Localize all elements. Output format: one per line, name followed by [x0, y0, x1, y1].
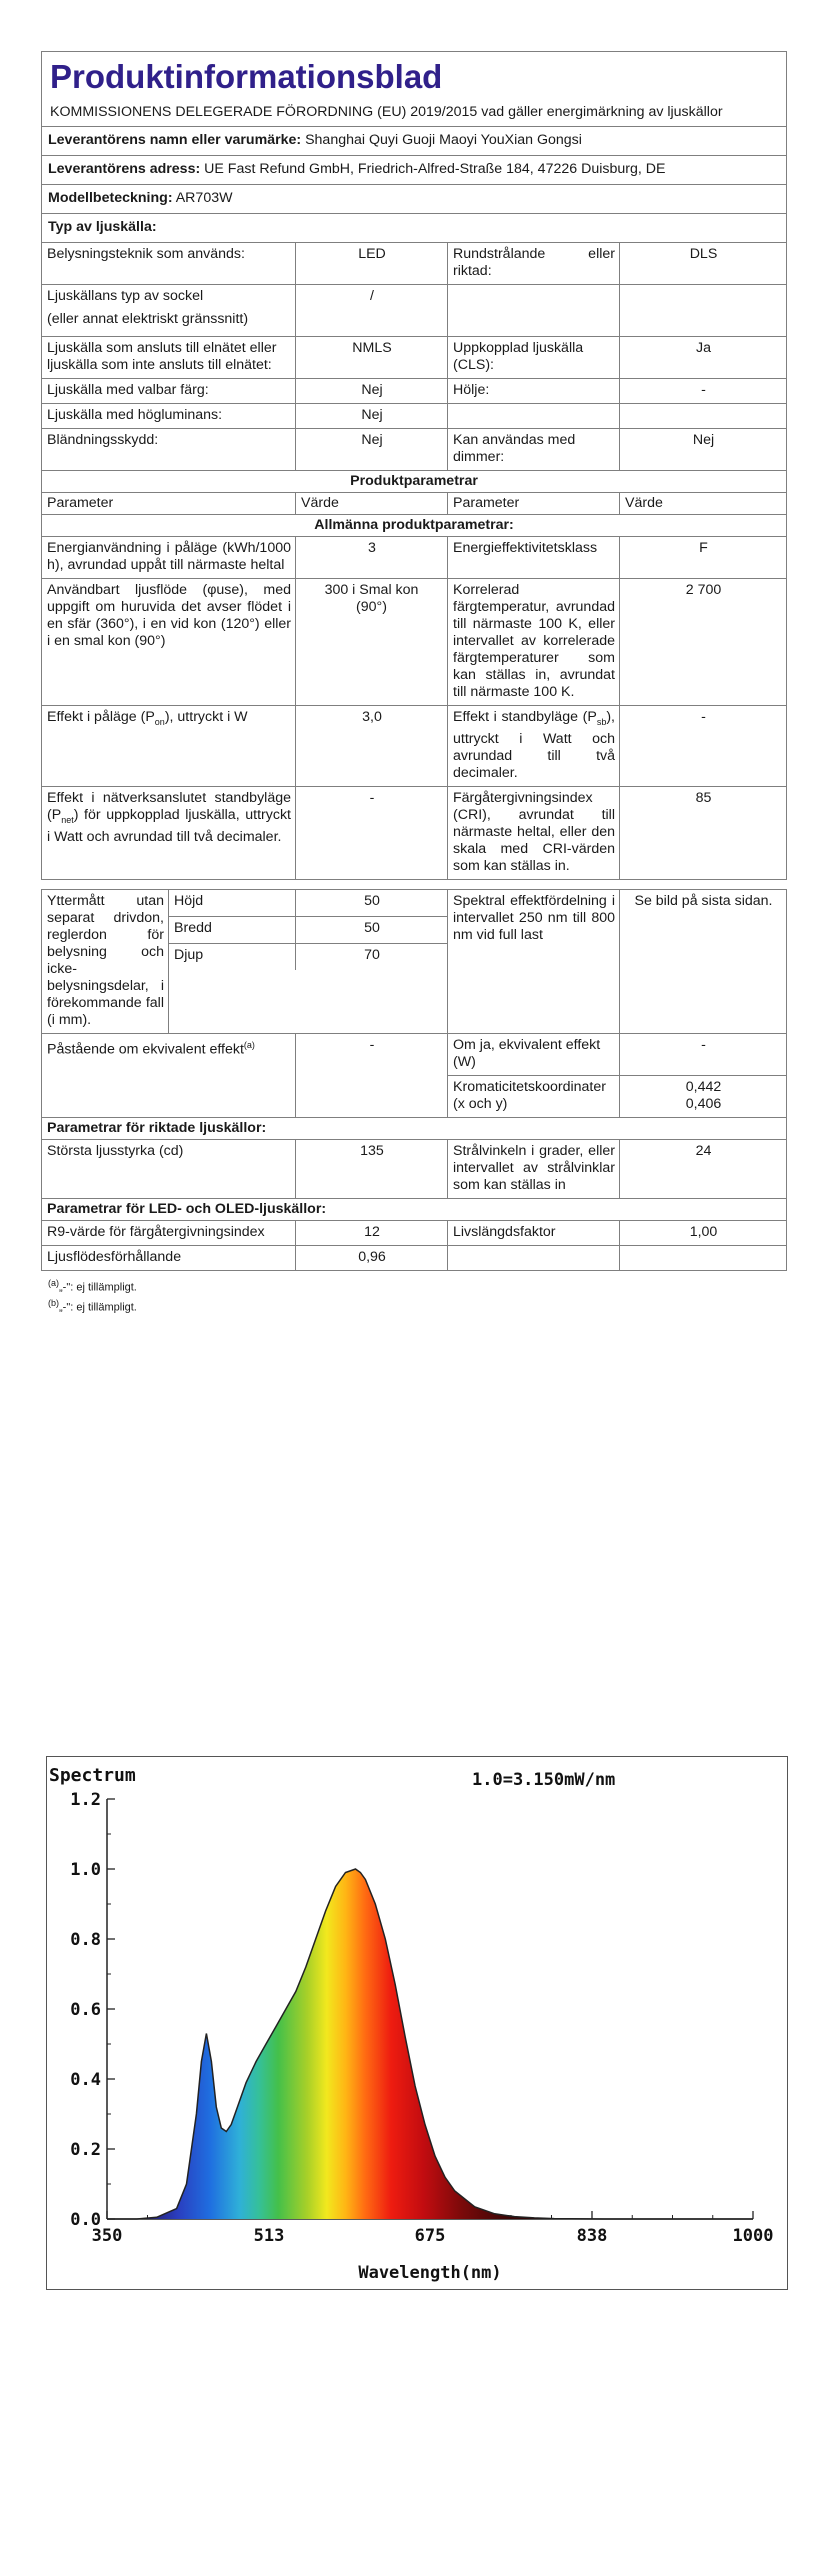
directional-row [42, 1139, 787, 1198]
dimmable-label: Kan användas med dimmer: [448, 429, 620, 471]
cct-value: 2 700 [620, 579, 787, 706]
envelope-value: - [620, 379, 787, 404]
height-label: Höjd [169, 890, 296, 917]
y-tick-label: 0.8 [70, 1930, 101, 1950]
product-params-heading: Produktparametrar [42, 471, 787, 493]
model-row [42, 185, 787, 214]
spectrum-chart-svg [47, 1757, 787, 2289]
supplier-address-row [42, 156, 787, 185]
network-standby-row [42, 786, 787, 879]
envelope-label: Hölje: [448, 379, 620, 404]
energy-row [42, 537, 787, 579]
equivalent-power-value: - [620, 1033, 787, 1075]
standby-power-label: Effekt i standbyläge $(P_{sb})$, uttryckt i Watt och avrundad till två decimaler. [448, 706, 620, 787]
column-header-parameter: Parameter [448, 493, 620, 515]
y-tick-label: 0.2 [70, 2140, 101, 2160]
supplier-address-label: Leverantörens adress: [48, 161, 201, 177]
cls-label: Uppkopplad ljuskälla (CLS): [448, 337, 620, 379]
energy-class-value: F [620, 537, 787, 579]
dimensions-inner-table [169, 890, 447, 970]
high-luminance-value: Nej [296, 404, 448, 429]
r9-value: 12 [296, 1220, 448, 1245]
cap-label-note: (eller annat elektriskt gränssnitt) [47, 311, 249, 327]
column-header-value: Värde [620, 493, 787, 515]
y-tick-label: 1.0 [70, 1860, 101, 1880]
supplier-name-row [42, 127, 787, 156]
directional-label: Rundstrålande eller riktad: [448, 243, 620, 285]
y-tick-label: 0.4 [70, 2070, 101, 2090]
depth-label: Djup [169, 943, 296, 970]
network-standby-label: Effekt i nätverksanslutet standbyläge $(P_{net})$ för uppkopplad ljuskälla, uttryckt i Watt och avrundad till två decimaler. [42, 786, 296, 879]
dimensions-inner-cell [169, 889, 448, 1033]
footnote-b: $^{(b)}$„-": ej tillämpligt. [48, 1298, 137, 1315]
standby-power-value: - [620, 706, 787, 787]
empty-cell [448, 285, 620, 337]
chromaticity-values [620, 1075, 787, 1117]
spectral-distribution-value: Se bild på sista sidan. [620, 889, 787, 1033]
type-row-glare [42, 429, 787, 471]
equivalent-power-claim-value: - [296, 1033, 448, 1117]
y-tick-label: 1.2 [70, 1790, 101, 1810]
cri-value: 85 [620, 786, 787, 879]
supplier-name-label: Leverantörens namn eller varumärke: [48, 132, 302, 148]
lumen-maintenance-value: 0,96 [296, 1245, 448, 1270]
general-params-heading: Allmänna produktparametrar: [42, 515, 787, 537]
spectrum-chart [46, 1756, 788, 2290]
type-row-cap [42, 285, 787, 337]
peak-intensity-label: Största ljusstyrka (cd) [42, 1139, 296, 1198]
cap-value: / [296, 285, 448, 337]
empty-cell [620, 404, 787, 429]
x-tick-label: 350 [91, 2226, 123, 2246]
cri-label: Färgåtergivningsindex (CRI), avrundat till närmaste heltal, eller den skala med CRI-värden som kan ställas in. [448, 786, 620, 879]
width-label: Bredd [169, 916, 296, 943]
mains-label: Ljuskälla som ansluts till elnätet eller ljuskälla som inte ansluts till elnätet: [42, 337, 296, 379]
empty-cell [620, 285, 787, 337]
cap-label-cell [42, 285, 296, 337]
network-standby-value: - [296, 786, 448, 879]
width-value: 50 [296, 916, 447, 943]
anti-glare-label: Bländningsskydd: [42, 429, 296, 471]
dimensions-table [41, 889, 787, 1271]
supplier-name-value: Shanghai Quyi Guoji Maoyi YouXian Gongsi [305, 132, 582, 148]
x-tick-label: 513 [253, 2226, 285, 2246]
useful-flux-value: 300 i Smal kon (90°) [296, 579, 448, 706]
led-params-heading: Parametrar för LED- och OLED-ljuskällor: [42, 1198, 787, 1220]
x-axis-label: Wavelength(nm) [358, 2263, 502, 2283]
chromaticity-y: 0,406 [685, 1095, 722, 1112]
empty-cell [620, 1245, 787, 1270]
cls-value: Ja [620, 337, 787, 379]
dimensions-row [42, 889, 787, 1033]
type-row-colour [42, 379, 787, 404]
title-cell [42, 52, 787, 127]
params-header-row [42, 493, 787, 515]
y-tick-label: 0.6 [70, 2000, 101, 2020]
on-mode-power-value: 3,0 [296, 706, 448, 787]
model-value: AR703W [175, 190, 233, 206]
y-tick-label: 0.0 [70, 2210, 101, 2230]
directional-params-heading: Parametrar för riktade ljuskällor: [42, 1117, 787, 1139]
empty-cell [448, 404, 620, 429]
anti-glare-value: Nej [296, 429, 448, 471]
survival-factor-value: 1,00 [620, 1220, 787, 1245]
type-section-heading: Typ av ljuskälla: [42, 214, 787, 243]
technology-value: LED [296, 243, 448, 285]
type-row-luminance [42, 404, 787, 429]
footnote-a: $^{(a)}$„-": ej tillämpligt. [48, 1277, 137, 1294]
high-luminance-label: Ljuskälla med högluminans: [42, 404, 296, 429]
mains-value: NMLS [296, 337, 448, 379]
on-mode-power-label: Effekt i påläge $(P_{on})$, uttryckt i W [42, 706, 296, 787]
energy-consumption-value: 3 [296, 537, 448, 579]
directional-value: DLS [620, 243, 787, 285]
x-tick-label: 1000 [732, 2226, 774, 2246]
cap-label: Ljuskällans typ av sockel [47, 288, 204, 304]
column-header-parameter: Parameter [42, 493, 296, 515]
equivalent-power-row [42, 1033, 787, 1075]
lumen-maintenance-row [42, 1245, 787, 1270]
equivalent-power-label: Om ja, ekvivalent effekt (W) [448, 1033, 620, 1075]
chart-scale-annotation: 1.0=3.150mW/nm [472, 1770, 616, 1790]
regulation-text: KOMMISSIONENS DELEGERADE FÖRORDNING (EU) 2019/2015 vad gäller energimärkning av ljuskällor [50, 104, 723, 120]
x-tick-label: 838 [576, 2226, 608, 2246]
x-tick-label: 675 [414, 2226, 446, 2246]
outer-dimensions-label: Yttermått utan separat drivdon, reglerdon för belysning och icke-belysningsdelar, i förekommande fall (i mm). [42, 889, 169, 1033]
column-header-value: Värde [296, 493, 448, 515]
chart-title: Spectrum [49, 1765, 136, 1786]
type-row-technology [42, 243, 787, 285]
type-row-mains [42, 337, 787, 379]
footnotes [48, 1275, 786, 1316]
y-axis [70, 1790, 115, 2230]
technology-label: Belysningsteknik som används: [42, 243, 296, 285]
colour-tunable-value: Nej [296, 379, 448, 404]
survival-factor-label: Livslängdsfaktor [448, 1220, 620, 1245]
beam-angle-label: Strålvinkeln i grader, eller intervallet av strålvinklar som kan ställas in [448, 1139, 620, 1198]
peak-intensity-value: 135 [296, 1139, 448, 1198]
energy-class-label: Energieffektivitetsklass [448, 537, 620, 579]
r9-label: R9-värde för färgåtergivningsindex [42, 1220, 296, 1245]
model-label: Modellbeteckning: [48, 190, 173, 206]
dimmable-value: Nej [620, 429, 787, 471]
supplier-address-value: UE Fast Refund GmbH, Friedrich-Alfred-Straße 184, 47226 Duisburg, DE [204, 161, 666, 177]
chromaticity-x: 0,442 [685, 1078, 722, 1095]
cct-label: Korrelerad färgtemperatur, avrundad till närmaste 100 K, eller intervallet av korrelerade färgtemperaturer som kan ställas in, avrundat till närmaste 100 K. [448, 579, 620, 706]
height-value: 50 [296, 890, 447, 917]
energy-consumption-label: Energianvändning i påläge (kWh/1000 h), avrundad uppåt till närmaste heltal [42, 537, 296, 579]
chromaticity-label: Kromaticitetskoordinater (x och y) [448, 1075, 620, 1117]
equivalent-power-claim-label: Påstående om ekvivalent effekt$^{(a)}$ [42, 1033, 296, 1117]
beam-angle-value: 24 [620, 1139, 787, 1198]
empty-cell [448, 1245, 620, 1270]
page-title: Produktinformationsblad [50, 58, 443, 95]
flux-row [42, 579, 787, 706]
lumen-maintenance-label: Ljusflödesförhållande [42, 1245, 296, 1270]
power-row [42, 706, 787, 787]
spectral-distribution-label: Spektral effektfördelning i intervallet 250 nm till 800 nm vid full last [448, 889, 620, 1033]
product-information-sheet [41, 51, 786, 1316]
colour-tunable-label: Ljuskälla med valbar färg: [42, 379, 296, 404]
depth-value: 70 [296, 943, 447, 970]
useful-flux-label: Användbart ljusflöde (φuse), med uppgift om huruvida det avser flödet i en sfär (360°), i en vid kon (120°) eller i en smal kon (90°) [42, 579, 296, 706]
r9-row [42, 1220, 787, 1245]
product-info-table [41, 51, 787, 880]
